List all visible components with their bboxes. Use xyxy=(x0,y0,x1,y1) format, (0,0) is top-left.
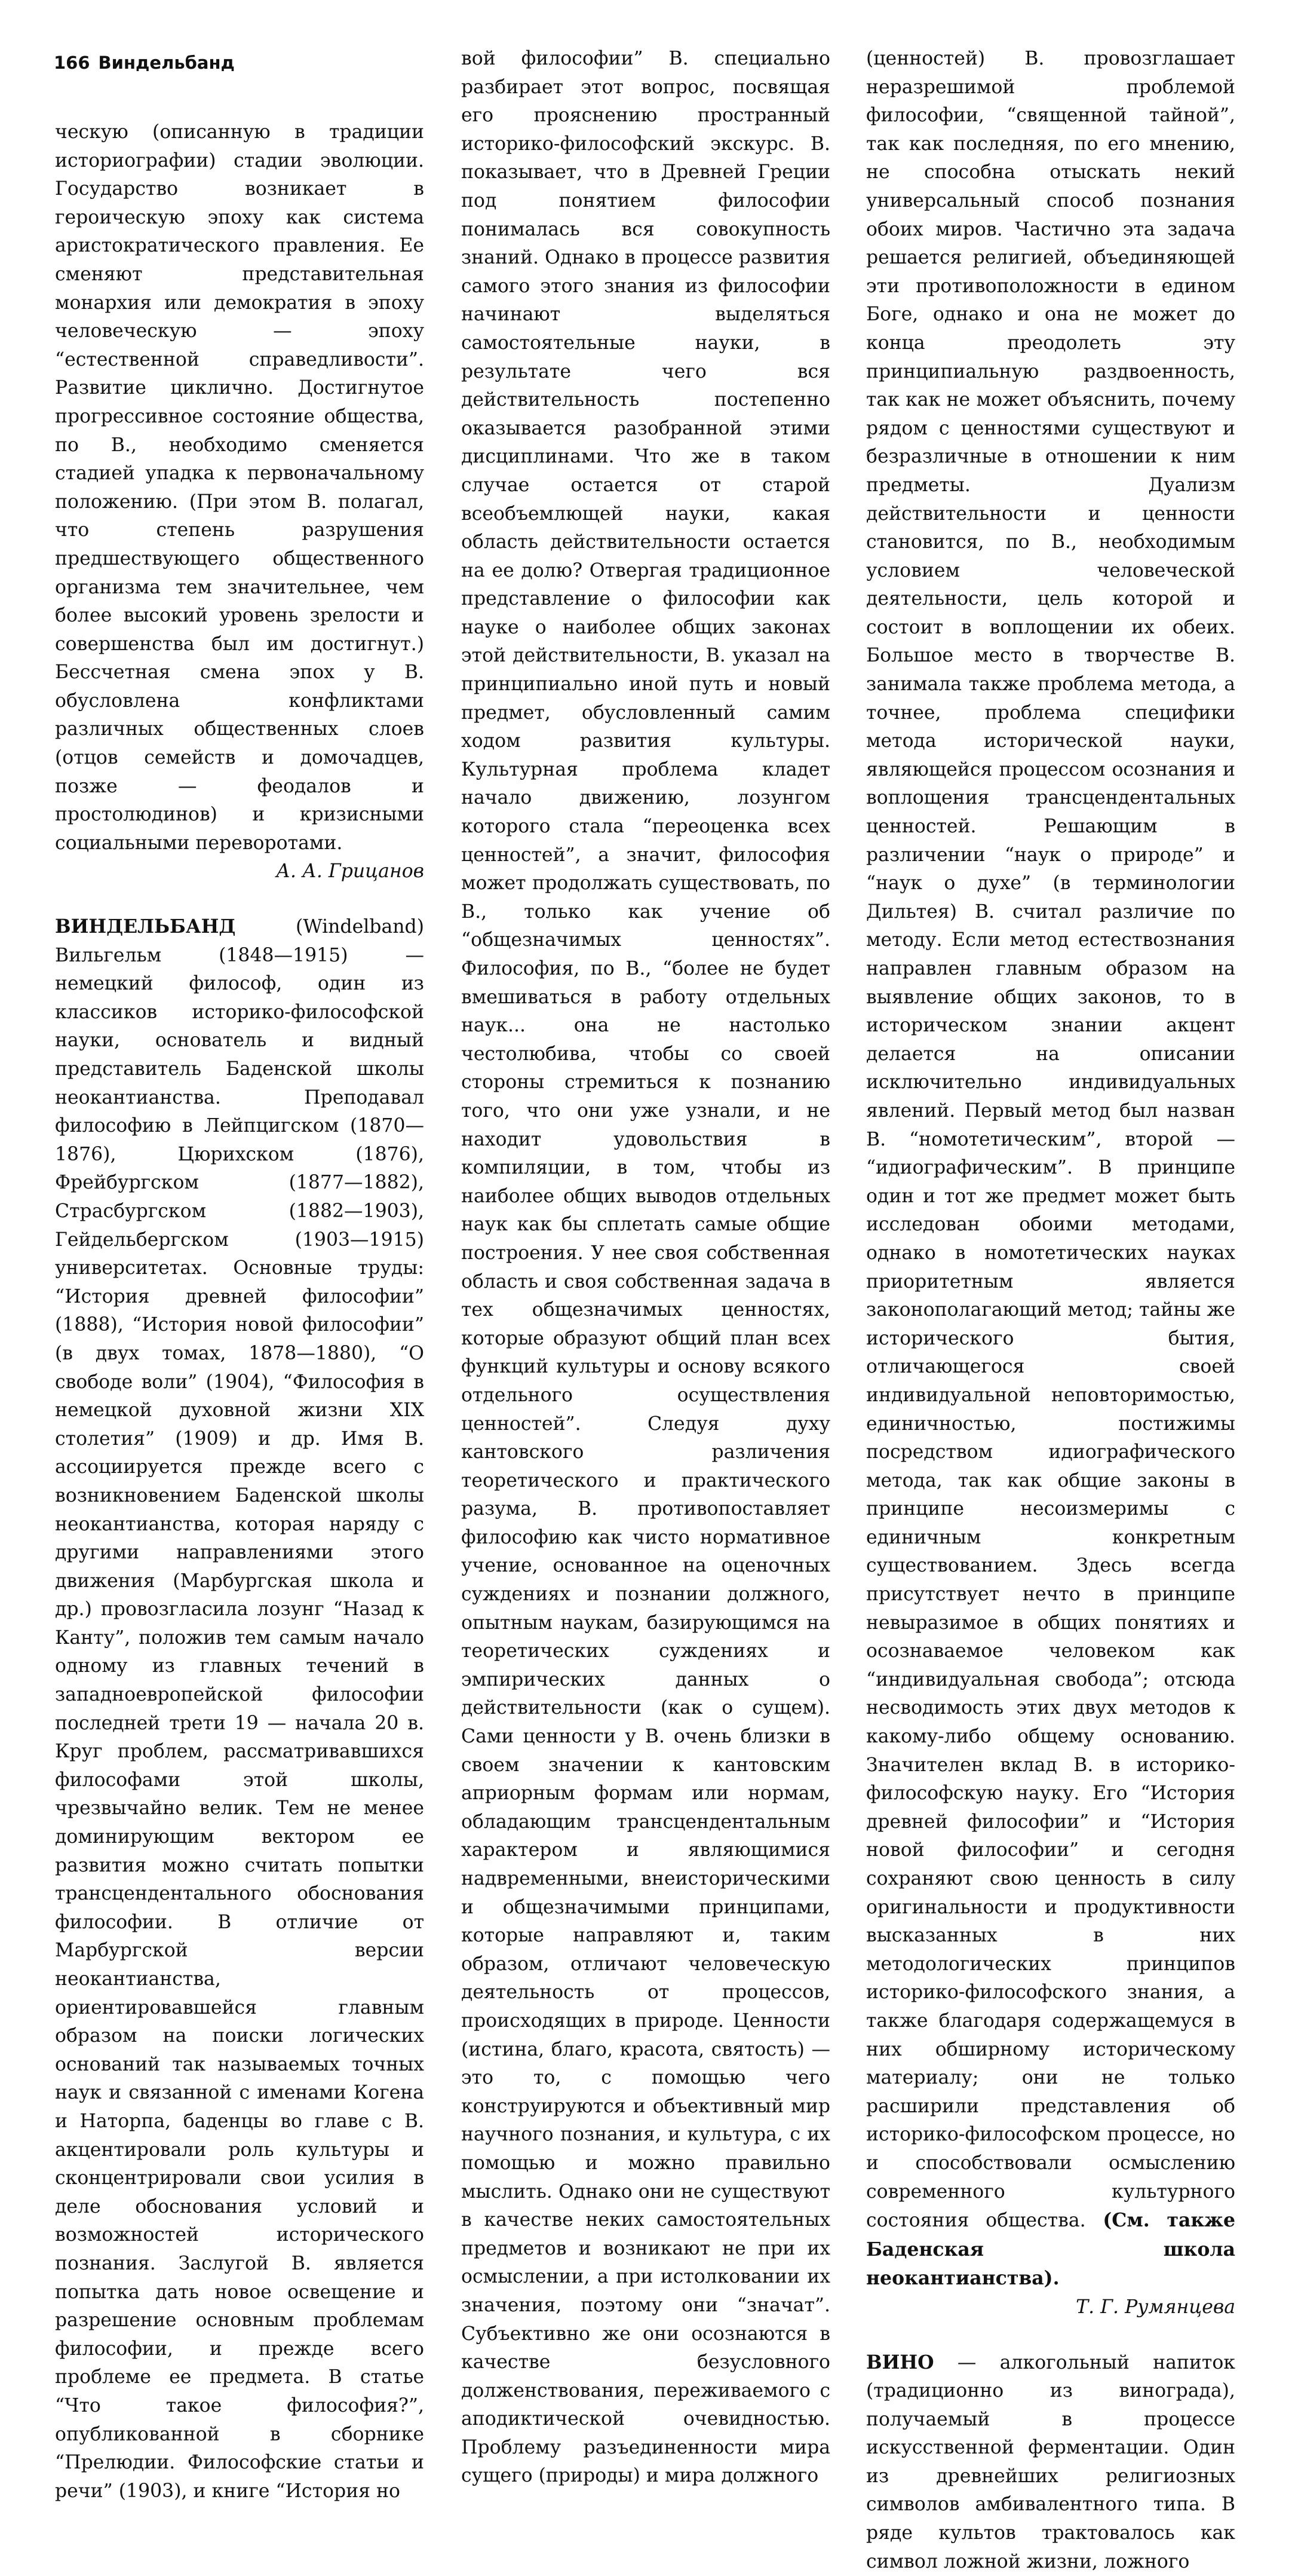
page-number: 166 xyxy=(54,53,90,73)
paragraph-continuation: ческую (описанную в традиции историографии) стадии эволюции. Государство возникает в героическую эпоху как система аристократического правления. Ее сменяют представительная монархия или демократия в эпоху человеческую — эпоху “естественной справедливости”. Развитие циклично. Достигнутое прогрессивное состояние общества, по В., необходимо сменяется стадией упадка к первоначальному положению. (При этом В. полагал, что степень разрушения предшествующего общественного организма тем значительнее, чем более высокий уровень зрелости и совершенства был им достигнут.) Бессчетная смена эпох у В. обусловлена конфликтами различных общественных слоев (отцов семейств и домочадцев, позже — феодалов и простолюдинов) и кризисными социальными переворотами. xyxy=(55,118,424,857)
entry-headword: ВИНДЕЛЬБАНД xyxy=(55,915,235,938)
column-1 xyxy=(55,118,424,2505)
running-title: Виндельбанд xyxy=(99,53,235,73)
entry-headword: ВИНО xyxy=(866,2351,934,2373)
author-signature: Т. Г. Румянцева xyxy=(866,2293,1235,2322)
column-3 xyxy=(866,45,1235,2576)
paragraph-text: (ценностей) В. провозглашает неразрешимой проблемой философии, “священной тайной”, так как последняя, по его мнению, не способна отыскать некий универсальный способ познания обоих миров. Частично эта задача решается религией, объединяющей эти противоположности в едином Боге, однако и она не может до конца преодолеть эту принципиальную раздвоенность, так как не может объяснить, почему рядом с ценностями существуют и безразличные в отношении к ним предметы. Дуализм действительности и ценности становится, по В., необходимым условием человеческой деятельности, цель которой и состоит в воплощении их обеих. Большое место в творчестве В. занимала также проблема метода, а точнее, проблема специфики метода исторической науки, являющейся процессом осознания и воплощения трансцендентальных ценностей. Решающим в различении “наук о природе” и “наук о духе” (в терминологии Дильтея) В. считал различие по методу. Если метод естествознания направлен главным образом на выявление общих законов, то в историческом знании акцент делается на описании исключительно индивидуальных явлений. Первый метод был назван В. “номотетическим”, второй — “идиографическим”. В принципе один и тот же предмет может быть исследован обоими методами, однако в номотетических науках приоритетным является законополагающий метод; тайны же исторического бытия, отличающегося своей индивидуальной неповторимостью, единичностью, постижимы посредством идиографического метода, так как общие законы в принципе несоизмеримы с единичным конкретным существованием. Здесь всегда присутствует нечто в принципе невыразимое в общих понятиях и осознаваемое человеком как “индивидуальная свобода”; отсюда несводимость этих двух методов к какому-либо общему основанию. Значителен вклад В. в историко-философскую науку. Его “История древней философии” и “История новой философии” и сегодня сохраняют свою ценность в силу оригинальности и продуктивности высказанных в них методологических принципов историко-философского знания, а также благодаря содержащемуся в них обширному историческому материалу; они не только расширили представления об историко-философском процессе, но и способствовали осмыслению современного культурного состояния общества. xyxy=(866,48,1235,2231)
author-signature: А. А. Грицанов xyxy=(55,857,424,886)
paragraph-continuation: вой философии” В. специально разбирает этот вопрос, посвящая его прояснению пространный историко-философский экскурс. В. показывает, что в Древней Греции под понятием философии понималась вся совокупность знаний. Однако в процессе развития самого этого знания из философии начинают выделяться самостоятельные науки, в результате чего вся действительность постепенно оказывается разобранной этими дисциплинами. Что же в таком случае остается от старой всеобъемлющей науки, какая область действительности остается на ее долю? Отвергая традиционное представление о философии как науке о наиболее общих законах этой действительности, В. указал на принципиально иной путь и новый предмет, обусловленный самим ходом развития культуры. Культурная проблема кладет начало движению, лозунгом которого стала “переоценка всех ценностей”, а значит, философия может продолжать существовать, по В., только как учение об “общезначимых ценностях”. Философия, по В., “более не будет вмешиваться в работу отдельных наук... она не настолько честолюбива, чтобы со своей стороны стремиться к познанию того, что они уже узнали, и не находит удовольствия в компиляции, в том, чтобы из наиболее общих выводов отдельных наук как бы сплетать самые общие построения. У нее своя собственная область и своя собственная задача в тех общезначимых ценностях, которые образуют общий план всех функций культуры и основу всякого отдельного осуществления ценностей”. Следуя духу кантовского различения теоретического и практического разума, В. противопоставляет философию как чисто нормативное учение, основанное на оценочных суждениях и познании должного, опытным наукам, базирующимся на теоретических суждениях и эмпирических данных о действительности (как о сущем). Сами ценности у В. очень близки в своем значении к кантовским априорным формам или нормам, обладающим трансцендентальным характером и являющимися надвременными, внеисторическими и общезначимыми принципами, которые направляют и, таким образом, отличают человеческую деятельность от процессов, происходящих в природе. Ценности (истина, благо, красота, святость) — это то, с помощью чего конструируются и объективный мир научного познания, и культура, с их помощью и можно правильно мыслить. Однако они не существуют в качестве неких самостоятельных предметов и возникают не при их осмыслении, а при истолковании их значения, поэтому они “значат”. Субъективно же они осознаются в качестве безусловного долженствования, переживаемого с аподиктической очевидностью. Проблему разъединенности мира сущего (природы) и мира должного xyxy=(461,45,830,2491)
entry-wine xyxy=(866,2348,1235,2576)
paragraph-continuation xyxy=(866,45,1235,2293)
entry-text: — алкогольный напиток (традиционно из винограда), получаемый в процессе искусственной ферментации. Один из древнейших религиозных символов амбивалентного типа. В ряде культов трактовалось как символ ложной жизни, ложного xyxy=(866,2352,1235,2572)
column-2 xyxy=(461,45,830,2491)
cross-reference: (См. также Баденская школа неокантианства). xyxy=(866,2209,1235,2289)
entry-text: Вильгельм (1848—1915) — немецкий философ, один из классиков историко-философской науки, основатель и видный представитель Баденской школы неокантианства. Преподавал философию в Лейпцигском (1870—1876), Цюрихском (1876), Фрейбургском (1877—1882), Страсбургском (1882—1903), Гейдельбергском (1903—1915) университетах. Основные труды: “История древней философии” (1888), “История новой философии” (в двух томах, 1878—1880), “О свободе воли” (1904), “Философия в немецкой духовной жизни XIX столетия” (1909) и др. Имя В. ассоциируется прежде всего с возникновением Баденской школы неокантианства, которая наряду с другими направлениями этого движения (Марбургская школа и др.) провозгласила лозунг “Назад к Канту”, положив тем самым начало одному из главных течений в западноевропейской философии последней трети 19 — начала 20 в. Круг проблем, рассматривавшихся философами этой школы, чрезвычайно велик. Тем не менее доминирующим вектором ее развития можно считать попытки трансцендентального обоснования философии. В отличие от Марбургской версии неокантианства, ориентировавшейся главным образом на поиски логических оснований так называемых точных наук и связанной с именами Когена и Наторпа, баденцы во главе с В. акцентировали роль культуры и сконцентрировали свои усилия в деле обоснования условий и возможностей исторического познания. Заслугой В. является попытка дать новое освещение и разрешение основным проблемам философии, и прежде всего проблеме ее предмета. В статье “Что такое философия?”, опубликованной в сборнике “Прелюдии. Философские статьи и речи” (1903), и книге “История но xyxy=(55,945,424,2502)
entry-latin-name: (Windelband) xyxy=(296,916,424,938)
running-header xyxy=(54,53,235,73)
entry-windelband xyxy=(55,912,424,2505)
